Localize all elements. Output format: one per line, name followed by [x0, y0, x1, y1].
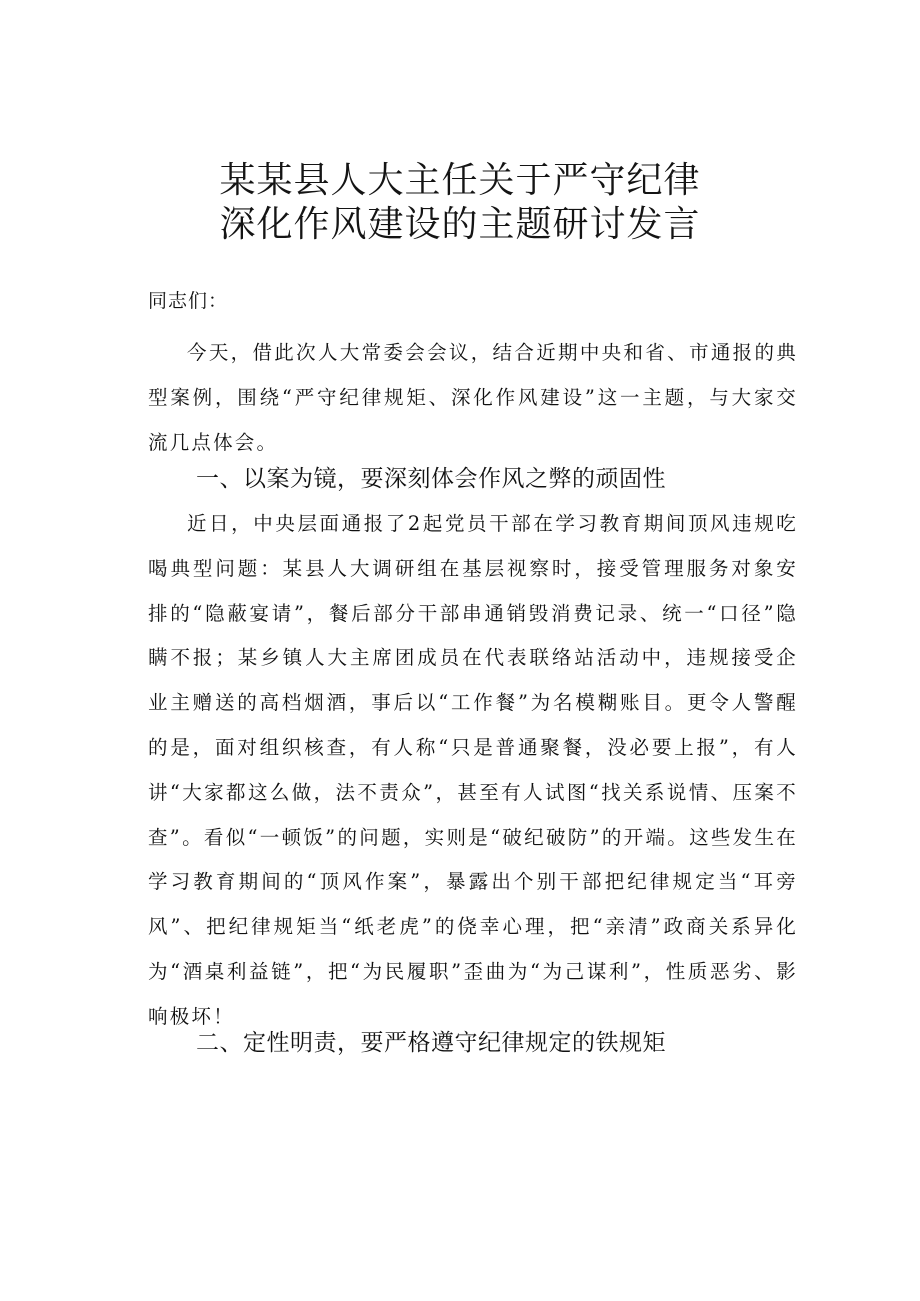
document-title-line-1: 某某县人大主任关于严守纪律: [219, 160, 701, 201]
section-2-heading: 二、定性明责，要严格遵守纪律规定的铁规矩: [196, 1030, 666, 1056]
document-title-line-2: 深化作风建设的主题研讨发言: [219, 204, 701, 245]
section-1-heading: 一、以案为镜，要深刻体会作风之弊的顽固性: [196, 466, 666, 492]
intro-paragraph: 今天，借此次人大常委会会议，结合近期中央和省、市通报的典型案例，围绕“严守纪律规矩、深化作风建设”这一主题，与大家交流几点体会。: [148, 341, 798, 454]
salutation: 同志们：: [148, 290, 229, 312]
section-1-paragraph: 近日，中央层面通报了2起党员干部在学习教育期间顶风违规吃喝典型问题：某县人大调研组在基层视察时，接受管理服务对象安排的“隐蔽宴请”，餐后部分干部串通销毁消费记录、统一“口径”隐瞒不报；某乡镇人大主席团成员在代表联络站活动中，违规接受企业主赠送的高档烟酒，事后以“工作餐”为名模糊账目。更令人警醒的是，面对组织核查，有人称“只是普通聚餐，没必要上报”，有人讲“大家都这么做，法不责众”，甚至有人试图“找关系说情、压案不查”。看似“一顿饭”的问题，实则是“破纪破防”的开端。这些发生在学习教育期间的“顶风作案”，暴露出个别干部把纪律规定当“耳旁风”、把纪律规矩当“纸老虎”的侥幸心理，把“亲清”政商关系异化为“酒桌利益链”，把“为民履职”歪曲为“为己谋利”，性质恶劣、影响极坏！: [148, 512, 798, 1028]
